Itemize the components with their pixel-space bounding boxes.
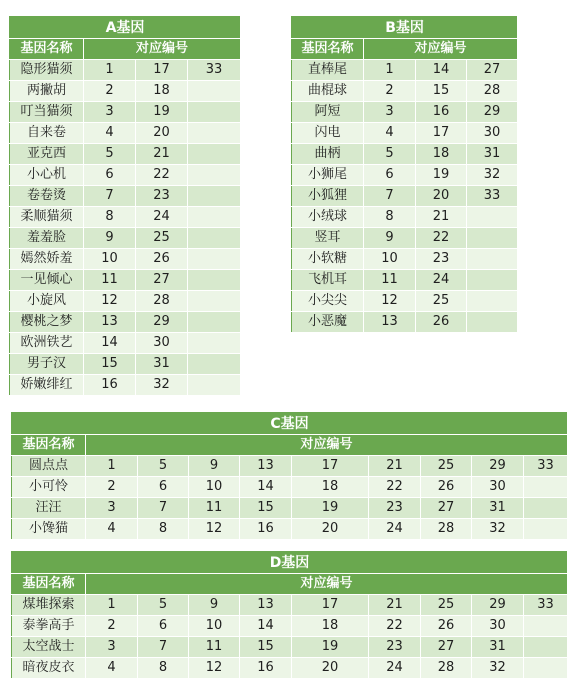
table-header-row (12, 435, 568, 456)
gene-name-cell: 曲柄 (292, 144, 364, 165)
number-cell: 17 (416, 123, 467, 144)
number-cell: 20 (136, 123, 188, 144)
table-title: A基因 (10, 17, 241, 39)
number-cell (188, 249, 241, 270)
number-cell: 7 (138, 637, 189, 658)
number-cell: 7 (138, 498, 189, 519)
table-row (292, 228, 518, 249)
gene-name-cell: 曲棍球 (292, 81, 364, 102)
number-cell (524, 637, 568, 658)
number-cell: 24 (369, 658, 421, 679)
number-cell: 20 (416, 186, 467, 207)
table-header-row (292, 39, 518, 60)
number-cell (188, 228, 241, 249)
number-cell: 5 (138, 595, 189, 616)
column-header-gene-name: 基因名称 (12, 574, 86, 595)
number-cell: 1 (86, 456, 138, 477)
table-row (292, 312, 518, 333)
number-cell: 3 (86, 498, 138, 519)
number-cell: 10 (364, 249, 416, 270)
number-cell: 33 (524, 595, 568, 616)
number-cell: 29 (472, 456, 524, 477)
gene-name-cell: 樱桃之梦 (10, 312, 84, 333)
column-header-numbers: 对应编号 (86, 574, 568, 595)
table-title: C基因 (12, 413, 568, 435)
number-cell: 6 (138, 477, 189, 498)
gene-name-cell: 小软糖 (292, 249, 364, 270)
gene-table-c (11, 412, 568, 540)
number-cell: 25 (416, 291, 467, 312)
table-row (292, 249, 518, 270)
number-cell: 7 (364, 186, 416, 207)
gene-name-cell: 小绒球 (292, 207, 364, 228)
number-cell (467, 207, 518, 228)
number-cell: 20 (292, 658, 369, 679)
number-cell: 22 (136, 165, 188, 186)
number-cell: 13 (364, 312, 416, 333)
number-cell: 18 (136, 81, 188, 102)
number-cell: 23 (416, 249, 467, 270)
number-cell: 31 (136, 354, 188, 375)
gene-table-a (9, 16, 241, 396)
number-cell: 30 (472, 477, 524, 498)
gene-name-cell: 两撇胡 (10, 81, 84, 102)
number-cell: 11 (189, 498, 240, 519)
number-cell: 5 (138, 456, 189, 477)
number-cell: 11 (189, 637, 240, 658)
number-cell: 6 (364, 165, 416, 186)
table-title-row (10, 17, 241, 39)
number-cell: 27 (421, 637, 472, 658)
number-cell: 6 (138, 616, 189, 637)
number-cell: 6 (84, 165, 136, 186)
number-cell: 29 (136, 312, 188, 333)
number-cell (188, 102, 241, 123)
column-header-numbers: 对应编号 (86, 435, 568, 456)
number-cell (188, 312, 241, 333)
number-cell: 13 (84, 312, 136, 333)
number-cell: 18 (292, 616, 369, 637)
table-row (292, 165, 518, 186)
number-cell: 18 (416, 144, 467, 165)
number-cell (467, 291, 518, 312)
number-cell: 21 (369, 456, 421, 477)
number-cell: 26 (416, 312, 467, 333)
number-cell: 32 (472, 519, 524, 540)
gene-name-cell: 嫣然娇羞 (10, 249, 84, 270)
number-cell: 23 (369, 498, 421, 519)
number-cell: 30 (472, 616, 524, 637)
number-cell (524, 519, 568, 540)
number-cell: 3 (84, 102, 136, 123)
number-cell: 2 (364, 81, 416, 102)
table-row (10, 123, 241, 144)
number-cell: 15 (240, 637, 292, 658)
number-cell: 17 (136, 60, 188, 81)
table-title: D基因 (12, 552, 568, 574)
table-row (10, 81, 241, 102)
gene-name-cell: 煤堆探索 (12, 595, 86, 616)
number-cell (188, 144, 241, 165)
column-header-gene-name: 基因名称 (12, 435, 86, 456)
gene-name-cell: 小尖尖 (292, 291, 364, 312)
table-row (292, 270, 518, 291)
table-row (292, 102, 518, 123)
table-row (10, 354, 241, 375)
table-row (292, 60, 518, 81)
table-row (12, 498, 568, 519)
number-cell: 13 (240, 456, 292, 477)
number-cell: 16 (240, 519, 292, 540)
table-row (292, 81, 518, 102)
table-row (12, 595, 568, 616)
number-cell: 32 (136, 375, 188, 396)
number-cell: 15 (416, 81, 467, 102)
table-row (10, 60, 241, 81)
number-cell: 4 (86, 519, 138, 540)
number-cell: 27 (421, 498, 472, 519)
number-cell: 5 (84, 144, 136, 165)
gene-name-cell: 圆点点 (12, 456, 86, 477)
number-cell: 1 (364, 60, 416, 81)
number-cell: 12 (189, 519, 240, 540)
number-cell: 16 (84, 375, 136, 396)
number-cell: 9 (189, 456, 240, 477)
number-cell (188, 375, 241, 396)
number-cell: 8 (364, 207, 416, 228)
table-row (292, 186, 518, 207)
number-cell: 33 (524, 456, 568, 477)
number-cell: 25 (136, 228, 188, 249)
number-cell: 19 (292, 498, 369, 519)
number-cell: 11 (84, 270, 136, 291)
number-cell: 23 (136, 186, 188, 207)
gene-table-d (11, 551, 568, 679)
number-cell: 4 (86, 658, 138, 679)
table-row (10, 165, 241, 186)
number-cell: 13 (240, 595, 292, 616)
number-cell: 25 (421, 456, 472, 477)
number-cell: 14 (84, 333, 136, 354)
number-cell: 4 (84, 123, 136, 144)
number-cell: 28 (421, 658, 472, 679)
number-cell: 5 (364, 144, 416, 165)
number-cell (467, 228, 518, 249)
number-cell: 10 (189, 477, 240, 498)
number-cell: 21 (136, 144, 188, 165)
number-cell: 15 (240, 498, 292, 519)
table-row (292, 123, 518, 144)
gene-name-cell: 小馋猫 (12, 519, 86, 540)
number-cell: 4 (364, 123, 416, 144)
gene-name-cell: 飞机耳 (292, 270, 364, 291)
number-cell: 7 (84, 186, 136, 207)
number-cell: 14 (240, 477, 292, 498)
number-cell (467, 249, 518, 270)
number-cell: 17 (292, 456, 369, 477)
gene-name-cell: 自来卷 (10, 123, 84, 144)
gene-name-cell: 娇嫩绯红 (10, 375, 84, 396)
number-cell: 33 (467, 186, 518, 207)
table-row (12, 637, 568, 658)
table-row (10, 186, 241, 207)
table-row (10, 375, 241, 396)
gene-name-cell: 直棒尾 (292, 60, 364, 81)
table-row (292, 291, 518, 312)
table-row (12, 477, 568, 498)
number-cell: 17 (292, 595, 369, 616)
gene-name-cell: 小狮尾 (292, 165, 364, 186)
number-cell (188, 291, 241, 312)
number-cell: 19 (416, 165, 467, 186)
gene-name-cell: 小狐狸 (292, 186, 364, 207)
table-row (10, 333, 241, 354)
number-cell: 27 (467, 60, 518, 81)
gene-name-cell: 羞羞脸 (10, 228, 84, 249)
number-cell (524, 616, 568, 637)
table-row (10, 207, 241, 228)
number-cell: 10 (189, 616, 240, 637)
number-cell: 24 (136, 207, 188, 228)
number-cell: 10 (84, 249, 136, 270)
gene-name-cell: 汪汪 (12, 498, 86, 519)
number-cell: 31 (467, 144, 518, 165)
number-cell: 14 (416, 60, 467, 81)
table-row (12, 616, 568, 637)
number-cell: 8 (138, 658, 189, 679)
number-cell: 12 (189, 658, 240, 679)
number-cell: 12 (364, 291, 416, 312)
number-cell (524, 498, 568, 519)
table-row (10, 312, 241, 333)
table-header-row (12, 574, 568, 595)
table-row (292, 144, 518, 165)
number-cell: 30 (467, 123, 518, 144)
number-cell: 22 (369, 616, 421, 637)
gene-name-cell: 竖耳 (292, 228, 364, 249)
number-cell: 28 (467, 81, 518, 102)
gene-name-cell: 小心机 (10, 165, 84, 186)
gene-name-cell: 柔顺猫须 (10, 207, 84, 228)
number-cell: 28 (136, 291, 188, 312)
number-cell (467, 270, 518, 291)
gene-name-cell: 卷卷烫 (10, 186, 84, 207)
gene-name-cell: 泰拳高手 (12, 616, 86, 637)
number-cell: 26 (136, 249, 188, 270)
number-cell: 28 (421, 519, 472, 540)
number-cell: 18 (292, 477, 369, 498)
table-title-row (292, 17, 518, 39)
gene-name-cell: 男子汉 (10, 354, 84, 375)
table-title-row (12, 413, 568, 435)
number-cell: 12 (84, 291, 136, 312)
gene-name-cell: 欧洲铁艺 (10, 333, 84, 354)
number-cell: 23 (369, 637, 421, 658)
table-row (10, 228, 241, 249)
number-cell: 32 (467, 165, 518, 186)
number-cell: 30 (136, 333, 188, 354)
number-cell (188, 207, 241, 228)
number-cell (188, 165, 241, 186)
number-cell: 11 (364, 270, 416, 291)
gene-name-cell: 隐形猫须 (10, 60, 84, 81)
number-cell: 19 (292, 637, 369, 658)
number-cell: 16 (240, 658, 292, 679)
gene-name-cell: 小恶魔 (292, 312, 364, 333)
number-cell: 21 (369, 595, 421, 616)
number-cell (188, 270, 241, 291)
number-cell (188, 354, 241, 375)
number-cell (188, 186, 241, 207)
gene-name-cell: 小可怜 (12, 477, 86, 498)
number-cell: 9 (84, 228, 136, 249)
number-cell: 33 (188, 60, 241, 81)
table-row (10, 144, 241, 165)
number-cell: 1 (84, 60, 136, 81)
table-row (10, 291, 241, 312)
gene-name-cell: 叮当猫须 (10, 102, 84, 123)
number-cell: 32 (472, 658, 524, 679)
gene-name-cell: 太空战士 (12, 637, 86, 658)
number-cell (524, 477, 568, 498)
number-cell: 22 (416, 228, 467, 249)
number-cell: 24 (369, 519, 421, 540)
number-cell: 3 (86, 637, 138, 658)
table-row (10, 102, 241, 123)
column-header-gene-name: 基因名称 (292, 39, 364, 60)
gene-name-cell: 亚克西 (10, 144, 84, 165)
number-cell: 31 (472, 637, 524, 658)
gene-table-b (291, 16, 518, 333)
column-header-numbers: 对应编号 (364, 39, 518, 60)
table-header-row (10, 39, 241, 60)
number-cell: 9 (364, 228, 416, 249)
number-cell (188, 81, 241, 102)
column-header-gene-name: 基因名称 (10, 39, 84, 60)
number-cell: 3 (364, 102, 416, 123)
table-row (12, 519, 568, 540)
table-title-row (12, 552, 568, 574)
number-cell: 24 (416, 270, 467, 291)
table-row (292, 207, 518, 228)
number-cell: 2 (84, 81, 136, 102)
number-cell: 2 (86, 616, 138, 637)
number-cell: 16 (416, 102, 467, 123)
gene-name-cell: 小旋风 (10, 291, 84, 312)
number-cell (188, 333, 241, 354)
number-cell: 29 (467, 102, 518, 123)
number-cell: 22 (369, 477, 421, 498)
number-cell (467, 312, 518, 333)
number-cell: 1 (86, 595, 138, 616)
number-cell: 15 (84, 354, 136, 375)
number-cell: 9 (189, 595, 240, 616)
gene-name-cell: 一见倾心 (10, 270, 84, 291)
number-cell: 26 (421, 616, 472, 637)
number-cell: 2 (86, 477, 138, 498)
number-cell: 21 (416, 207, 467, 228)
number-cell (188, 123, 241, 144)
number-cell: 14 (240, 616, 292, 637)
table-row (10, 249, 241, 270)
number-cell: 8 (138, 519, 189, 540)
table-row (10, 270, 241, 291)
table-title: B基因 (292, 17, 518, 39)
number-cell: 31 (472, 498, 524, 519)
gene-name-cell: 闪电 (292, 123, 364, 144)
number-cell: 26 (421, 477, 472, 498)
gene-name-cell: 暗夜皮衣 (12, 658, 86, 679)
table-row (12, 658, 568, 679)
table-row (12, 456, 568, 477)
number-cell: 20 (292, 519, 369, 540)
number-cell: 19 (136, 102, 188, 123)
number-cell: 29 (472, 595, 524, 616)
number-cell: 27 (136, 270, 188, 291)
number-cell (524, 658, 568, 679)
number-cell: 25 (421, 595, 472, 616)
column-header-numbers: 对应编号 (84, 39, 241, 60)
number-cell: 8 (84, 207, 136, 228)
gene-name-cell: 阿短 (292, 102, 364, 123)
